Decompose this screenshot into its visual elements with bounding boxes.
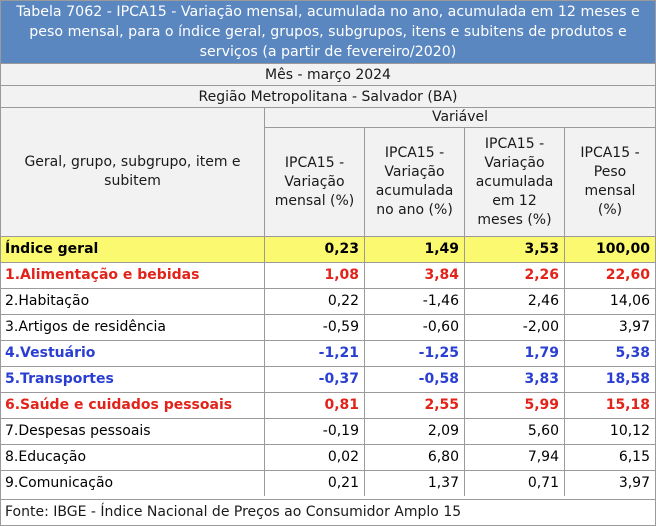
value-monthly: -0,19 — [265, 419, 365, 444]
value-monthly: 0,02 — [265, 445, 365, 470]
table-row — [1, 237, 655, 263]
table-row — [1, 315, 655, 341]
value-weight: 5,38 — [615, 345, 650, 361]
value-year: -0,60 — [365, 315, 465, 340]
variable-header: Variável — [265, 108, 655, 128]
value-weight: 100,00 — [595, 241, 650, 257]
row-label-header: Geral, grupo, subgrupo, item e subitem — [1, 108, 265, 237]
value-weight: 10,12 — [609, 423, 650, 439]
value-year: 1,49 — [365, 237, 465, 262]
value-monthly: -0,59 — [265, 315, 365, 340]
row-label: 1.Alimentação e bebidas — [1, 263, 265, 288]
value-12months: -2,00 — [465, 315, 565, 340]
value-weight: 15,18 — [605, 397, 650, 413]
table-row — [1, 263, 655, 289]
value-year: 6,80 — [365, 445, 465, 470]
value-weight: 3,97 — [618, 475, 650, 491]
table-row — [1, 445, 655, 471]
value-monthly: 0,21 — [265, 471, 365, 496]
value-12months: 2,46 — [465, 289, 565, 314]
value-monthly: 0,81 — [265, 393, 365, 418]
table-row — [1, 393, 655, 419]
row-label: 7.Despesas pessoais — [1, 419, 265, 444]
row-label: 3.Artigos de residência — [1, 315, 265, 340]
value-weight: 6,15 — [618, 449, 650, 465]
value-year: 1,37 — [365, 471, 465, 496]
value-weight: 18,58 — [605, 371, 650, 387]
value-12months: 5,60 — [465, 419, 565, 444]
col-header-year: IPCA15 - Variação acumulada no ano (%) — [365, 128, 465, 237]
value-monthly: 0,23 — [265, 237, 365, 262]
table-row — [1, 289, 655, 315]
value-monthly: 0,22 — [265, 289, 365, 314]
value-12months: 5,99 — [465, 393, 565, 418]
col-header-12months: IPCA15 - Variação acumulada em 12 meses (%) — [465, 128, 565, 237]
table-row — [1, 419, 655, 445]
value-weight: 22,60 — [605, 267, 650, 283]
value-year: 2,09 — [365, 419, 465, 444]
value-weight: 14,06 — [609, 293, 650, 309]
value-weight: 3,97 — [618, 319, 650, 335]
row-label: 9.Comunicação — [1, 471, 265, 496]
value-monthly: -1,21 — [265, 341, 365, 366]
col-header-weight: IPCA15 - Peso mensal (%) — [565, 128, 655, 237]
value-12months: 7,94 — [465, 445, 565, 470]
value-year: -1,46 — [365, 289, 465, 314]
col-header-monthly: IPCA15 - Variação mensal (%) — [265, 128, 365, 237]
period-band: Mês - março 2024 — [1, 64, 655, 86]
value-12months: 1,79 — [465, 341, 565, 366]
row-label: 6.Saúde e cuidados pessoais — [1, 393, 265, 418]
row-label: 5.Transportes — [1, 367, 265, 392]
row-label: 8.Educação — [1, 445, 265, 470]
row-label: 2.Habitação — [1, 289, 265, 314]
value-year: -1,25 — [365, 341, 465, 366]
value-year: 2,55 — [365, 393, 465, 418]
row-label: Índice geral — [1, 237, 265, 262]
value-12months: 2,26 — [465, 263, 565, 288]
value-year: -0,58 — [365, 367, 465, 392]
row-label: 4.Vestuário — [1, 341, 265, 366]
table-row — [1, 471, 655, 500]
table-title: Tabela 7062 - IPCA15 - Variação mensal, acumulada no ano, acumulada em 12 meses e peso mensal, para o índice geral, grupos, subgrupos, itens e subitens de produtos e serviços (a partir de fevereiro/2020) — [1, 1, 655, 64]
value-year: 3,84 — [365, 263, 465, 288]
region-band: Região Metropolitana - Salvador (BA) — [1, 86, 655, 108]
value-12months: 3,83 — [465, 367, 565, 392]
value-12months: 0,71 — [465, 471, 565, 496]
table-row — [1, 367, 655, 393]
value-monthly: 1,08 — [265, 263, 365, 288]
value-12months: 3,53 — [465, 237, 565, 262]
value-monthly: -0,37 — [265, 367, 365, 392]
source-footer: Fonte: IBGE - Índice Nacional de Preços ao Consumidor Amplo 15 — [5, 504, 462, 520]
table-row — [1, 341, 655, 367]
